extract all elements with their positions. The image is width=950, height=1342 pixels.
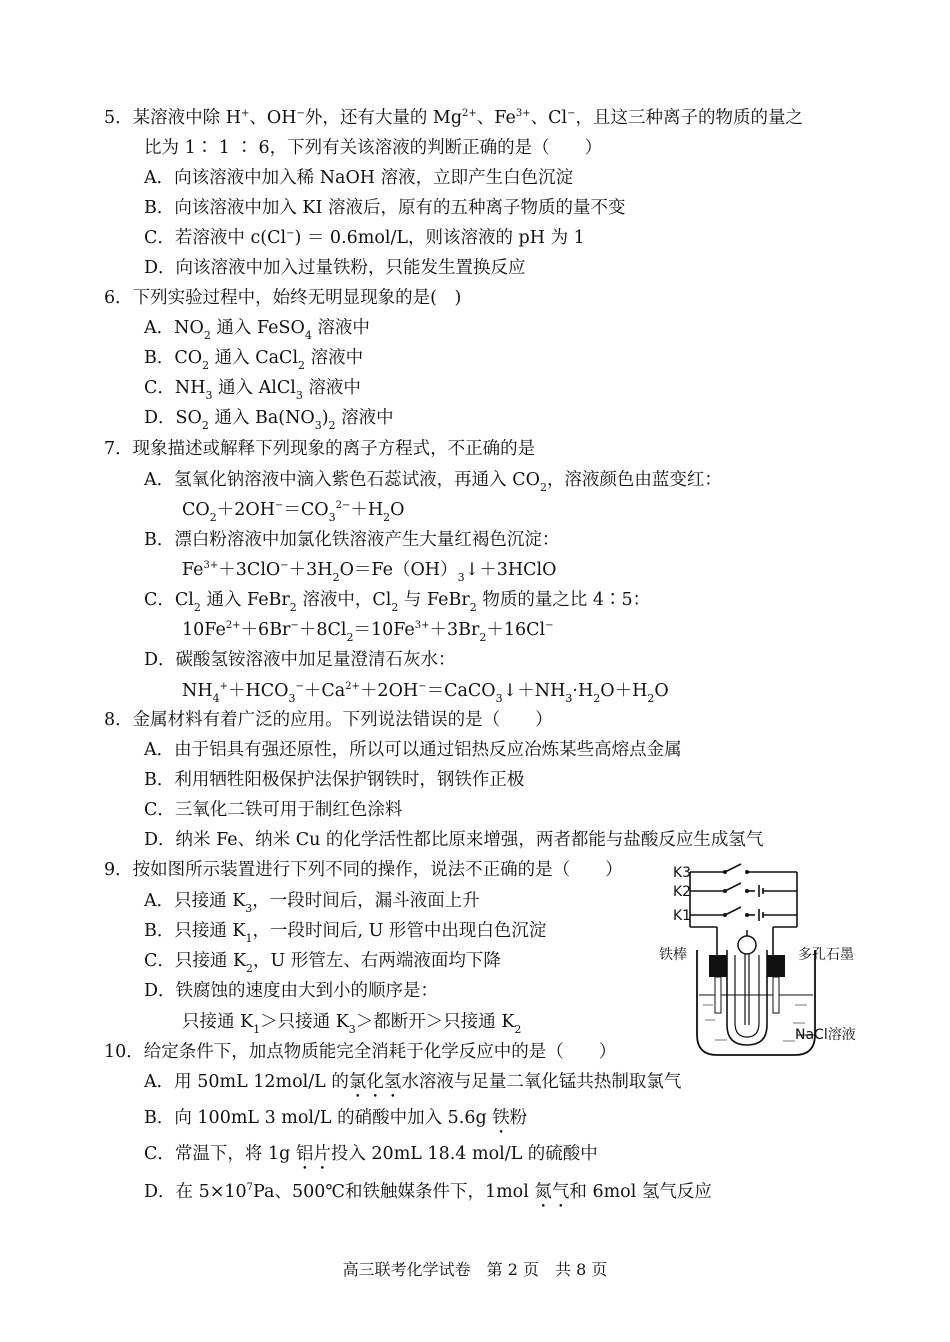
q6-option-a: A．$NO_2$ 通入 FeSO$_4$ 溶液中 <box>144 318 370 342</box>
q10-option-b: B．向 100mL 3 mol/L 的硝酸中加入 5.6g 铁粉 <box>144 1108 528 1128</box>
q9-option-d: D．铁腐蚀的速度由大到小的顺序是： <box>144 981 439 1001</box>
nacl-solution-label: NaCl溶液 <box>795 1027 856 1043</box>
q7-option-c-equation: $10Fe^{2+}+6Br^-+8Cl_2=10Fe^{3+}+3Br_2+16Cl^-$ <box>182 620 554 644</box>
q5-option-a: A．向该溶液中加入稀 NaOH 溶液，立即产生白色沉淀 <box>144 168 574 188</box>
q10-option-d: D．在 $5\times 10^7Pa$、500℃和铁触媒条件下，1mol 氮气和 6mol 氢气反应 <box>144 1182 712 1202</box>
q7-option-b-equation: $Fe^{3+}+3ClO^-+3H_2O=Fe(OH)_3↓+3HClO$ <box>182 560 557 584</box>
q5-stem-cont: 比为 1∶ 1 ∶ 6，下列有关该溶液的判断正确的是（ ） <box>144 138 603 158</box>
q10-option-c: C．常温下，将 1g 铝片投入 20mL 18.4 mol/L 的硫酸中 <box>144 1144 598 1164</box>
page-footer: 高三联考化学试卷 第 2 页 共 8 页 <box>342 1260 608 1279</box>
q7-option-a-equation: $CO_2+2OH^-=CO_3^{2-}+H_2O$ <box>182 500 405 524</box>
porous-graphite-label: 多孔石墨 <box>798 947 854 963</box>
q10-option-a: A．用 50mL 12mol/L 的氯化氢水溶液与足量二氧化锰共热制取氯气 <box>144 1072 682 1092</box>
q8-option-b: B．利用牺牲阳极保护法保护钢铁时，钢铁作正极 <box>144 770 525 790</box>
q6-stem: 6．下列实验过程中，始终无明显现象的是( ) <box>104 288 462 308</box>
k1-label: K1 <box>673 908 692 924</box>
q7-option-b: B．漂白粉溶液中加氯化铁溶液产生大量红褐色沉淀： <box>144 530 560 550</box>
q9-option-d-order: 只接通 $K_1>$只接通 $K_3>$都断开＞只接通 $K_2$ <box>182 1012 522 1036</box>
q8-stem: 8．金属材料有着广泛的应用。下列说法错误的是（ ） <box>104 710 553 730</box>
q5-option-b: B．向该溶液中加入 KI 溶液后，原有的五种离子物质的量不变 <box>144 198 626 218</box>
q7-option-d: D．碳酸氢铵溶液中加足量澄清石灰水： <box>144 650 456 670</box>
q8-option-a: A．由于铝具有强还原性，所以可以通过铝热反应冶炼某些高熔点金属 <box>144 740 682 760</box>
q9-option-a: A．只接通 $K_3$，一段时间后，漏斗液面上升 <box>144 891 480 915</box>
q7-option-c: C．$Cl_2$ 通入 FeBr$_2$ 溶液中，$Cl_2$ 与 FeBr$_2$ 物质的量之比 4∶5： <box>144 590 651 614</box>
electrochem-apparatus-figure <box>655 855 870 1065</box>
q5-stem: 5．某溶液中除 H+、OH−外，还有大量的 $Mg^{2+}$、$Fe^{3+}$、Cl−，且这三种离子的物质的量之 <box>104 108 803 128</box>
q10-stem: 10．给定条件下，加点物质能完全消耗于化学反应中的是（ ） <box>104 1042 617 1062</box>
k3-label: K3 <box>673 865 692 881</box>
q5-option-c: C．若溶液中 c(Cl−) ＝ 0.6mol/L，则该溶液的 pH 为 1 <box>144 228 585 248</box>
q9-option-b: B．只接通 $K_1$，一段时间后, U 形管中出现白色沉淀 <box>144 921 547 945</box>
apparatus-diagram <box>655 855 870 1065</box>
k2-label: K2 <box>673 884 692 900</box>
q6-option-c: C．$NH_3$ 通入 AlCl$_3$ 溶液中 <box>144 378 361 402</box>
q7-stem: 7．现象描述或解释下列现象的离子方程式，不正确的是 <box>104 439 536 459</box>
q9-stem: 9．按如图所示装置进行下列不同的操作，说法不正确的是（ ） <box>104 860 623 880</box>
q8-option-d: D．纳米 Fe、纳米 Cu 的化学活性都比原来增强，两者都能与盐酸反应生成氢气 <box>144 830 764 850</box>
q7-option-a: A．氢氧化钠溶液中滴入紫色石蕊试液，再通入 $CO_2$，溶液颜色由蓝变红： <box>144 470 722 494</box>
iron-rod-label: 铁棒 <box>659 947 687 963</box>
q6-option-b: B．$CO_2$ 通入 CaCl$_2$ 溶液中 <box>144 348 364 372</box>
q9-option-c: C．只接通 $K_2$，U 形管左、右两端液面均下降 <box>144 951 501 975</box>
q6-option-d: D．$SO_2$ 通入 $Ba(NO_3)_2$ 溶液中 <box>144 408 394 432</box>
q5-option-d: D．向该溶液中加入过量铁粉，只能发生置换反应 <box>144 258 526 278</box>
q7-option-d-equation: $NH_4^++HCO_3^-+Ca^{2+}+2OH^-=CaCO_3↓+NH_3\cdot H_2O+H_2O$ <box>182 681 669 705</box>
q8-option-c: C．三氧化二铁可用于制红色涂料 <box>144 800 403 820</box>
